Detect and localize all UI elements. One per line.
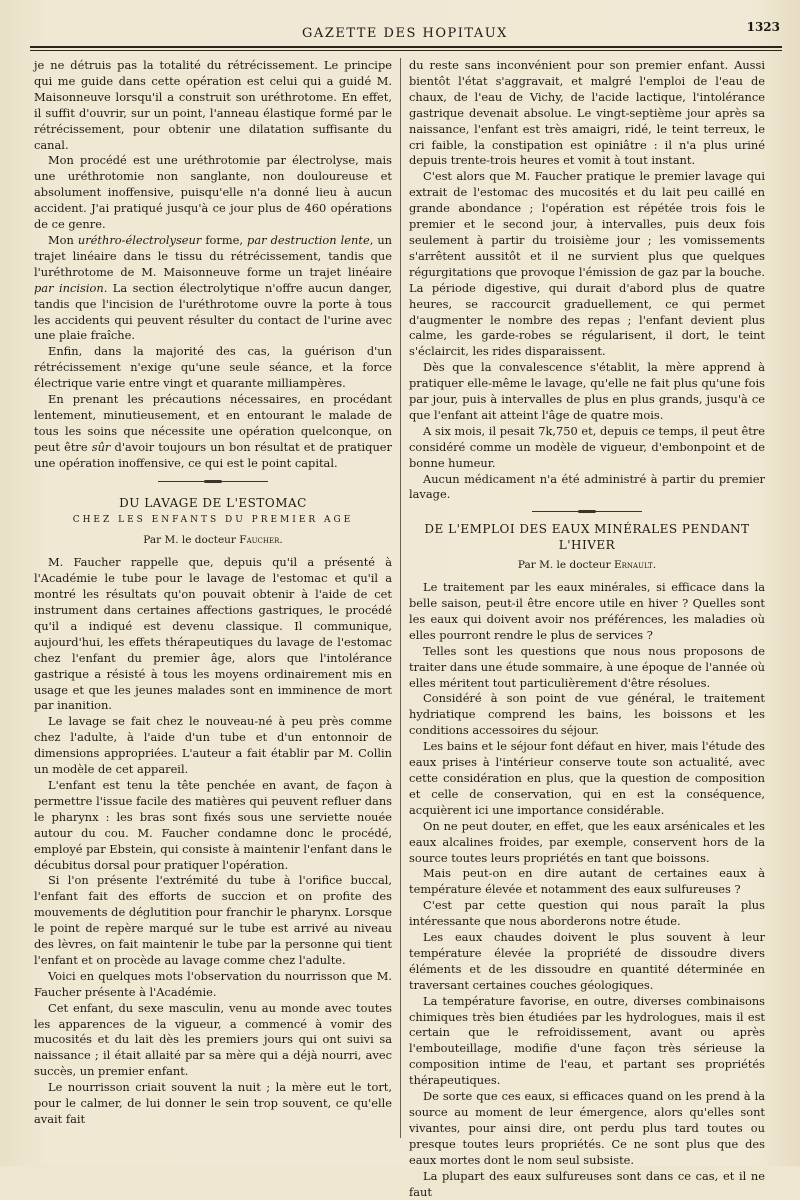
page-number: 1323 <box>746 20 780 34</box>
section-separator <box>34 481 392 482</box>
running-title: GAZETTE DES HOPITAUX <box>302 26 508 41</box>
section-separator <box>409 511 765 512</box>
paragraph: du reste sans inconvénient pour son premier enfant. Aussi bientôt l'état s'aggravait, et malgré l'emploi de l'eau de chaux, de l'eau de Vichy, de l'acide lactique, l'intolérance gastrique devenait absolue. Le vingt-septième jour après sa naissance, l'enfant est très amaigri, ridé, le teint terreux, le cri faible, la constipation est opiniâtre : il n'a plus uriné depuis trente-trois heures et vomit à tout instant. <box>409 58 765 168</box>
paragraph: Les bains et le séjour font défaut en hiver, mais l'étude des eaux prises à l'intérieur conserve toute son actualité, avec cette considération en plus, que la question de composition et celle de conservation, qui en est la conséquence, acquièrent ici une importance considérable. <box>409 739 765 817</box>
paragraph: A six mois, il pesait 7k,750 et, depuis ce temps, il peut être considéré comme un modèle de vigueur, d'embonpoint et de bonne humeur. <box>409 423 765 470</box>
paragraph: En prenant les précautions nécessaires, en procédant lentement, minutieusement, et en entourant le malade de tous les soins que nécessite une opération quelconque, on peut être sûr d'avoir toujours un bon résultat et de pratiquer une opération inoffensive, ce qui est le point capital. <box>34 392 392 470</box>
paragraph: Mais peut-on en dire autant de certaines eaux à température élevée et notamment des eaux sulfureuses ? <box>409 866 765 897</box>
article-title: DE L'EMPLOI DES EAUX MINÉRALES PENDANT L'HIVER <box>424 522 750 553</box>
paragraph: Mon uréthro-électrolyseur forme, par destruction lente, un trajet linéaire dans le tissu du rétrécissement, tandis que l'uréthrotome de M. Maisonneuve forme un trajet linéaire par incision. La section électrolytique n'offre aucun danger, tandis que l'incision de l'uréthrotome ouvre la porte à tous les accidents qui peuvent résulter du contact de l'urine avec une plaie fraîche. <box>34 232 392 343</box>
paragraph: je ne détruis pas la totalité du rétrécissement. Le principe qui me guide dans cette opération est celui qui a guidé M. Maisonneuve lorsqu'il a construit son uréthrotome. En effet, il suffit d'ouvrir, sur un point, l'anneau élastique formé par le rétrécissement, pour obtenir une dilatation suffisante du canal. <box>34 58 392 152</box>
paragraph: Le nourrisson criait souvent la nuit ; la mère eut le tort, pour le calmer, de lui donner le sein trop souvent, ce qu'elle avait fait <box>34 1080 392 1126</box>
paragraph: Telles sont les questions que nous nous proposons de traiter dans une étude sommaire, à une époque de l'année où elles méritent tout particulièrement d'être résolues. <box>409 643 765 690</box>
paragraph: La température favorise, en outre, diverses combinaisons chimiques très bien étudiées par les hydrologues, mais il est certain que le refroidissement, avant ou après l'embouteillage, modifie d'une façon très sérieuse la composition intime de l'eau, et partant ses propriétés thérapeutiques. <box>409 993 765 1088</box>
paragraph: Les eaux chaudes doivent le plus souvent à leur température élevée la propriété de dissoudre divers éléments et de les dissoudre en quantité déterminée en traversant certaines couches géologiques. <box>409 930 765 992</box>
paragraph: De sorte que ces eaux, si efficaces quand on les prend à la source au moment de leur émergence, alors qu'elles sont vivantes, pour ainsi dire, ont perdu plus tard toutes ou presque toutes leurs propriétés. Ce ne sont plus que des eaux mortes dont le nom seul subsiste. <box>409 1089 765 1167</box>
paragraph: Voici en quelques mots l'observation du nourrisson que M. Faucher présente à l'Académie. <box>34 968 392 999</box>
article-subtitle: CHEZ LES ENFANTS DU PREMIER AGE <box>72 515 354 526</box>
paragraph: M. Faucher rappelle que, depuis qu'il a présenté à l'Académie le tube pour le lavage de l'estomac et qu'il a montré les résultats qu'on pouvait obtenir à l'aide de cet instrument dans certaines affections gastriques, le procédé qu'il a indiqué est devenu classique. Il communique, aujourd'hui, les effets thérapeutiques du lavage de l'estomac chez l'enfant du premier âge, alors que l'intolérance gastrique a résisté à tous les moyens ordinairement mis en usage et que les jeunes malades sont en imminence de mort par inanition. <box>34 555 392 713</box>
paragraph: L'enfant est tenu la tête penchée en avant, de façon à permettre l'issue facile des matières qui peuvent refluer dans le pharynx : les bras sont fixés sous une serviette nouée autour du cou. M. Faucher condamne donc le procédé, employé par Ebstein, qui consiste à maintenir l'enfant dans le décubitus dorsal pour pratiquer l'opération. <box>34 777 393 872</box>
paragraph: C'est alors que M. Faucher pratique le premier lavage qui extrait de l'estomac des mucosités et du lait peu caillé en grande abondance ; l'opération est répétée trois fois le premier et le second jour, à intervalles, puis deux fois seulement à partir du troisième jour ; les vomissements s'arrêtent aussitôt et il ne survient plus que quelques régurgitations que provoque l'émission de gaz par la bouche. La période digestive, qui durait d'abord plus de quatre heures, se raccourcit graduellement, ce qui permet d'augmenter le nombre des repas ; l'enfant devient plus calme, les garde-robes se régularisent, il dort, le teint s'éclaircit, les rides disparaissent. <box>409 169 765 359</box>
right-column <box>409 58 765 1200</box>
article-title: DU LAVAGE DE L'ESTOMAC <box>119 495 307 510</box>
paragraph: Le traitement par les eaux minérales, si efficace dans la belle saison, peut-il être encore utile en hiver ? Quelles sont les eaux qui doivent avoir nos préférences, les maladies où elles pourront rendre le plus de services ? <box>409 580 765 642</box>
paragraph: Considéré à son point de vue général, le traitement hydriatique comprend les bains, les boissons et les conditions accessoires du séjour. <box>409 691 765 738</box>
article-author: Par M. le docteur Faucher. <box>143 534 283 547</box>
left-column <box>34 58 392 1128</box>
article-author: Par M. le docteur Ernault. <box>517 559 657 572</box>
paragraph: Enfin, dans la majorité des cas, la guérison d'un rétrécissement n'exige qu'une seule séance, et la force électrique varie entre vingt et quarante milliampères. <box>34 344 392 391</box>
paragraph: Le lavage se fait chez le nouveau-né à peu près comme chez l'adulte, à l'aide d'un tube et d'un entonnoir de dimensions appropriées. L'auteur a fait établir par M. Collin un modèle de cet appareil. <box>34 714 392 777</box>
running-head <box>30 20 780 48</box>
paragraph: Mon procédé est une uréthrotomie par électrolyse, mais une uréthrotomie non sanglante, non douloureuse et absolument inoffensive, puisqu'elle n'a donné lieu à aucun accident. J'ai pratiqué jusqu'à ce jour plus de 460 opérations de ce genre. <box>34 153 392 232</box>
paragraph: Si l'on présente l'extrémité du tube à l'orifice buccal, l'enfant fait des efforts de succion et on profite des mouvements de déglutition pour franchir le pharynx. Lorsque le point de repère marqué sur le tube est arrivé au niveau des lèvres, on fait maintenir le tube par la personne qui tient l'enfant et on procède au lavage comme chez l'adulte. <box>34 873 392 967</box>
paragraph: Cet enfant, du sexe masculin, venu au monde avec toutes les apparences de la vigueur, a commencé à vomir des mucosités et du lait dès les premiers jours qui ont suivi sa naissance ; il était allaité par sa mère qui a déjà nourri, avec succès, un premier enfant. <box>34 1000 392 1079</box>
paragraph: On ne peut douter, en effet, que les eaux arsénicales et les eaux alcalines froides, par exemple, conservent hors de la source toutes leurs propriétés en tant que boissons. <box>409 818 765 865</box>
paragraph: Dès que la convalescence s'établit, la mère apprend à pratiquer elle-même le lavage, qu'elle ne fait plus qu'une fois par jour, puis à intervalles de plus en plus grands, jusqu'à ce que l'enfant ait atteint l'âge de quatre mois. <box>409 360 765 422</box>
header-rule-thin <box>30 50 782 51</box>
paragraph: Aucun médicament n'a été administré à partir du premier lavage. <box>409 471 765 502</box>
header-rule <box>30 46 782 48</box>
paragraph: La plupart des eaux sulfureuses sont dans ce cas, et il ne faut <box>409 1168 765 1199</box>
paragraph: C'est par cette question qui nous paraît la plus intéressante que nous aborderons notre étude. <box>409 898 765 929</box>
column-divider <box>400 58 401 1138</box>
